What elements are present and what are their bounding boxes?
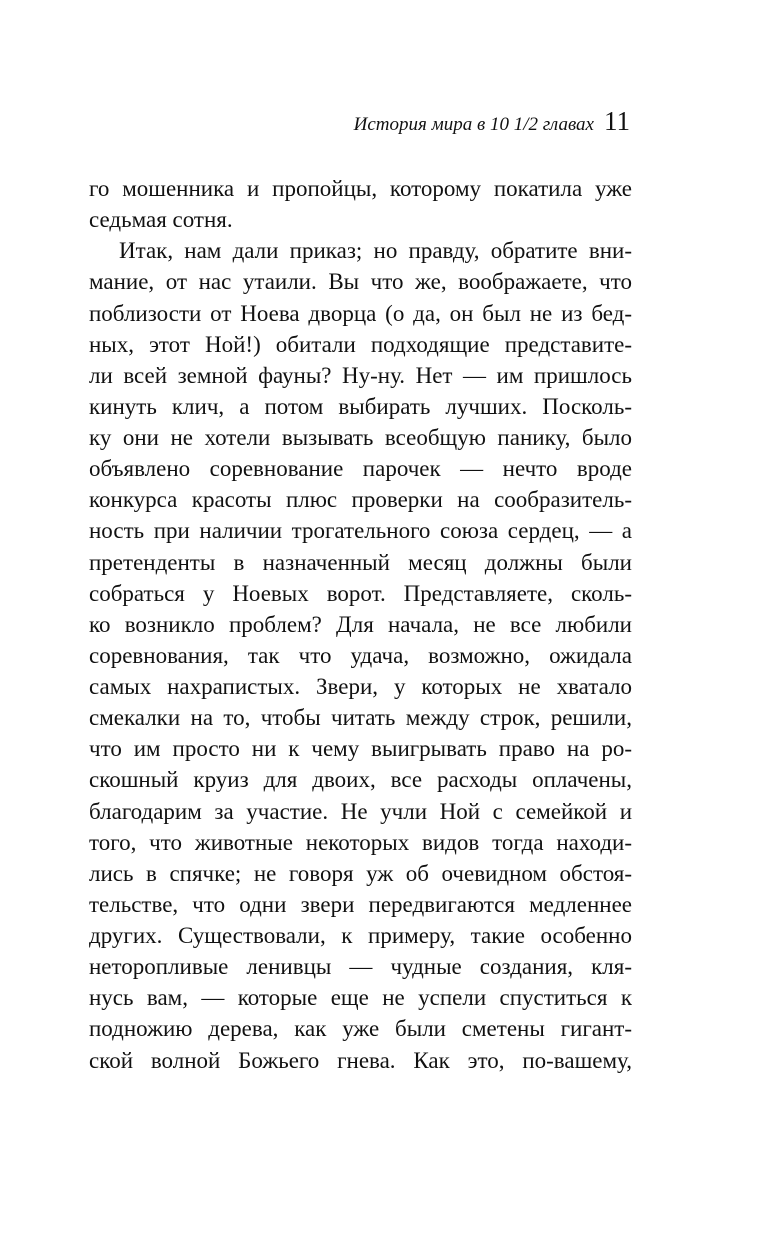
text-line: объявлено соревнование парочек — нечто вроде [89,456,632,482]
text-line: других. Существовали, к примеру, такие особенно [89,923,632,948]
text-line: кинуть клич, а потом выбирать лучших. Посколь- [89,393,632,419]
text-line: претенденты в назначенный месяц должны были [89,549,632,575]
text-line: смекалки на то, чтобы читать между строк, решили, [89,705,632,731]
text-line: самых нахрапистых. Звери, у которых не хватало [89,674,632,699]
text-line: тельстве, что одни звери передвигаются медленнее [89,891,632,917]
text-line: нусь вам, — которые еще не успели спуститься к [89,985,632,1011]
text-line: ность при наличии трогательного союза сердец, — а [89,518,632,544]
text-line: благодарим за участие. Не учли Ной с семейкой и [89,798,632,824]
page-number: 11 [604,106,630,136]
text-line: Итак, нам дали приказ; но правду, обратите вни- [119,238,632,264]
running-title: История мира в 10 1/2 главах [353,114,594,135]
text-line: мание, от нас утаили. Вы что же, воображаете, что [89,269,632,295]
text-line: подножию дерева, как уже были сметены гигант- [89,1016,632,1042]
text-line: седьмая сотня. [89,207,233,233]
text-line: конкурса красоты плюс проверки на сообразитель- [89,487,632,513]
text-line: ской волной Божьего гнева. Как это, по-вашему, [89,1047,632,1073]
text-line: собраться у Ноевых ворот. Представляете, сколь- [89,580,632,606]
text-line: лись в спячке; не говоря уж об очевидном обстоя- [89,860,632,886]
text-line: соревнования, так что удача, возможно, ожидала [89,642,632,668]
text-line: ку они не хотели вызывать всеобщую панику, было [89,425,632,450]
text-line: поблизости от Ноева дворца (о да, он был не из бед- [89,300,632,326]
text-line: ко возникло проблем? Для начала, не все любили [89,611,632,637]
text-line: ных, этот Ной!) обитали подходящие представите- [89,331,632,357]
text-line: неторопливые ленивцы — чудные создания, кля- [89,954,632,980]
running-head [300,106,630,140]
text-line: того, что животные некоторых видов тогда находи- [89,829,632,855]
text-line: го мошенника и пропойцы, которому покатила уже [89,176,632,201]
text-line: скошный круиз для двоих, все расходы оплачены, [89,767,632,793]
body-text [89,173,632,1076]
text-line: ли всей земной фауны? Ну-ну. Нет — им пришлось [89,362,632,388]
text-line: что им просто ни к чему выигрывать право на ро- [89,736,632,762]
